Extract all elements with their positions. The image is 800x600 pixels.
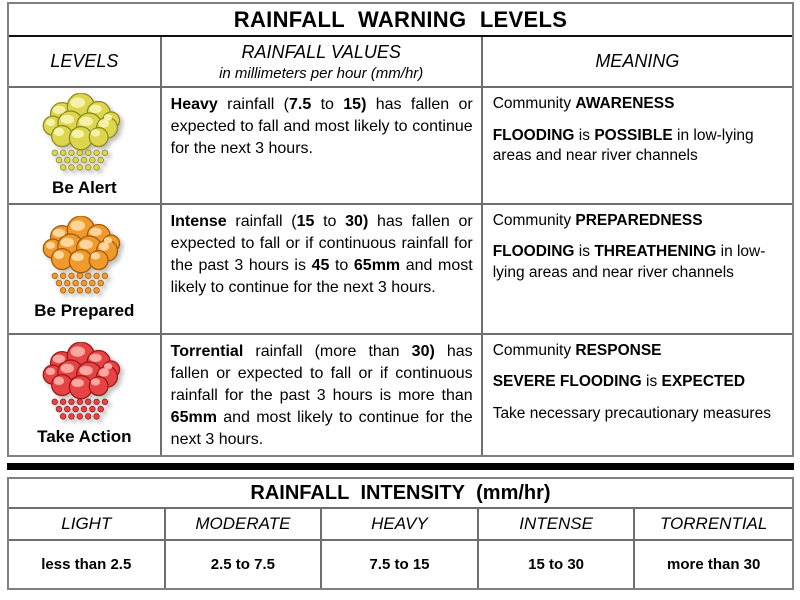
intensity-header-moderate: MODERATE xyxy=(166,509,323,539)
intensity-header-torrential: TORRENTIAL xyxy=(659,514,768,533)
level-label-be-alert: Be Alert xyxy=(52,177,117,197)
rainfall-value-text-intense: Intense rainfall (15 to 30) has fallen or expected to fall or if continuous rainfall for the past 3 hours is 45 to 65mm and most likely to continue for the next 3 hours. xyxy=(162,205,483,333)
level-cell-be-prepared xyxy=(9,205,162,333)
meaning-paragraph: Community RESPONSE xyxy=(492,341,662,359)
warning-table-title: RAINFALL WARNING LEVELS xyxy=(9,4,792,37)
intensity-values-row xyxy=(9,541,792,588)
meaning-paragraph: Take necessary precautionary measures xyxy=(492,404,771,422)
level-cell-be-alert xyxy=(9,88,162,202)
meaning-text-preparedness xyxy=(483,205,792,333)
rainfall-values-header-line1: RAINFALL VALUES xyxy=(241,41,401,62)
intensity-value-moderate: 2.5 to 7.5 xyxy=(166,541,323,588)
section-divider-bar xyxy=(7,463,794,470)
warning-row-be-prepared xyxy=(9,205,792,335)
column-header-levels: LEVELS xyxy=(9,37,162,86)
level-cell-take-action xyxy=(9,335,162,455)
intensity-value-intense: 15 to 30 xyxy=(479,541,636,588)
warning-table-header-row xyxy=(9,37,792,88)
yellow-rain-cloud-icon xyxy=(38,93,130,177)
intensity-header-light: LIGHT xyxy=(9,509,166,539)
meaning-paragraph: Community AWARENESS xyxy=(492,95,675,113)
intensity-value-torrential: more than 30 xyxy=(666,556,761,573)
rainfall-warning-table xyxy=(7,2,794,457)
orange-rain-cloud-icon xyxy=(38,216,130,300)
rainfall-intensity-table xyxy=(7,477,794,590)
meaning-paragraph: SEVERE FLOODING is EXPECTED xyxy=(492,373,746,391)
rainfall-value-text-heavy: Heavy rainfall (7.5 to 15) has fallen or expected to fall and most likely to continue for the next 3 hours. xyxy=(162,88,483,202)
intensity-header-row xyxy=(9,509,792,541)
warning-row-take-action xyxy=(9,335,792,455)
level-label-take-action: Take Action xyxy=(37,427,132,447)
column-header-meaning: MEANING xyxy=(595,51,680,72)
meaning-paragraph: FLOODING is THREATHENING in low-lying areas and near river channels xyxy=(492,243,766,281)
meaning-paragraph: FLOODING is POSSIBLE in low-lying areas and near river channels xyxy=(492,126,754,165)
rainfall-value-text-torrential: Torrential rainfall (more than 30) has fallen or expected to fall or if continuous rainfall for the past 3 hours is more than 65mm and most likely to continue for the next 3 hours. xyxy=(162,335,483,455)
level-label-be-prepared: Be Prepared xyxy=(34,301,135,321)
column-header-rainfall-values xyxy=(162,37,483,86)
meaning-text-awareness xyxy=(483,88,792,202)
red-rain-cloud-icon xyxy=(38,342,130,426)
meaning-paragraph: Community PREPAREDNESS xyxy=(492,211,703,229)
intensity-value-light: less than 2.5 xyxy=(9,541,166,588)
warning-row-be-alert xyxy=(9,88,792,204)
intensity-value-heavy: 7.5 to 15 xyxy=(322,541,479,588)
rainfall-values-header-line2: in millimeters per hour (mm/hr) xyxy=(219,64,424,82)
intensity-header-heavy: HEAVY xyxy=(322,509,479,539)
intensity-header-intense: INTENSE xyxy=(479,509,636,539)
intensity-table-title: RAINFALL INTENSITY (mm/hr) xyxy=(9,479,792,509)
meaning-text-response xyxy=(483,335,792,455)
